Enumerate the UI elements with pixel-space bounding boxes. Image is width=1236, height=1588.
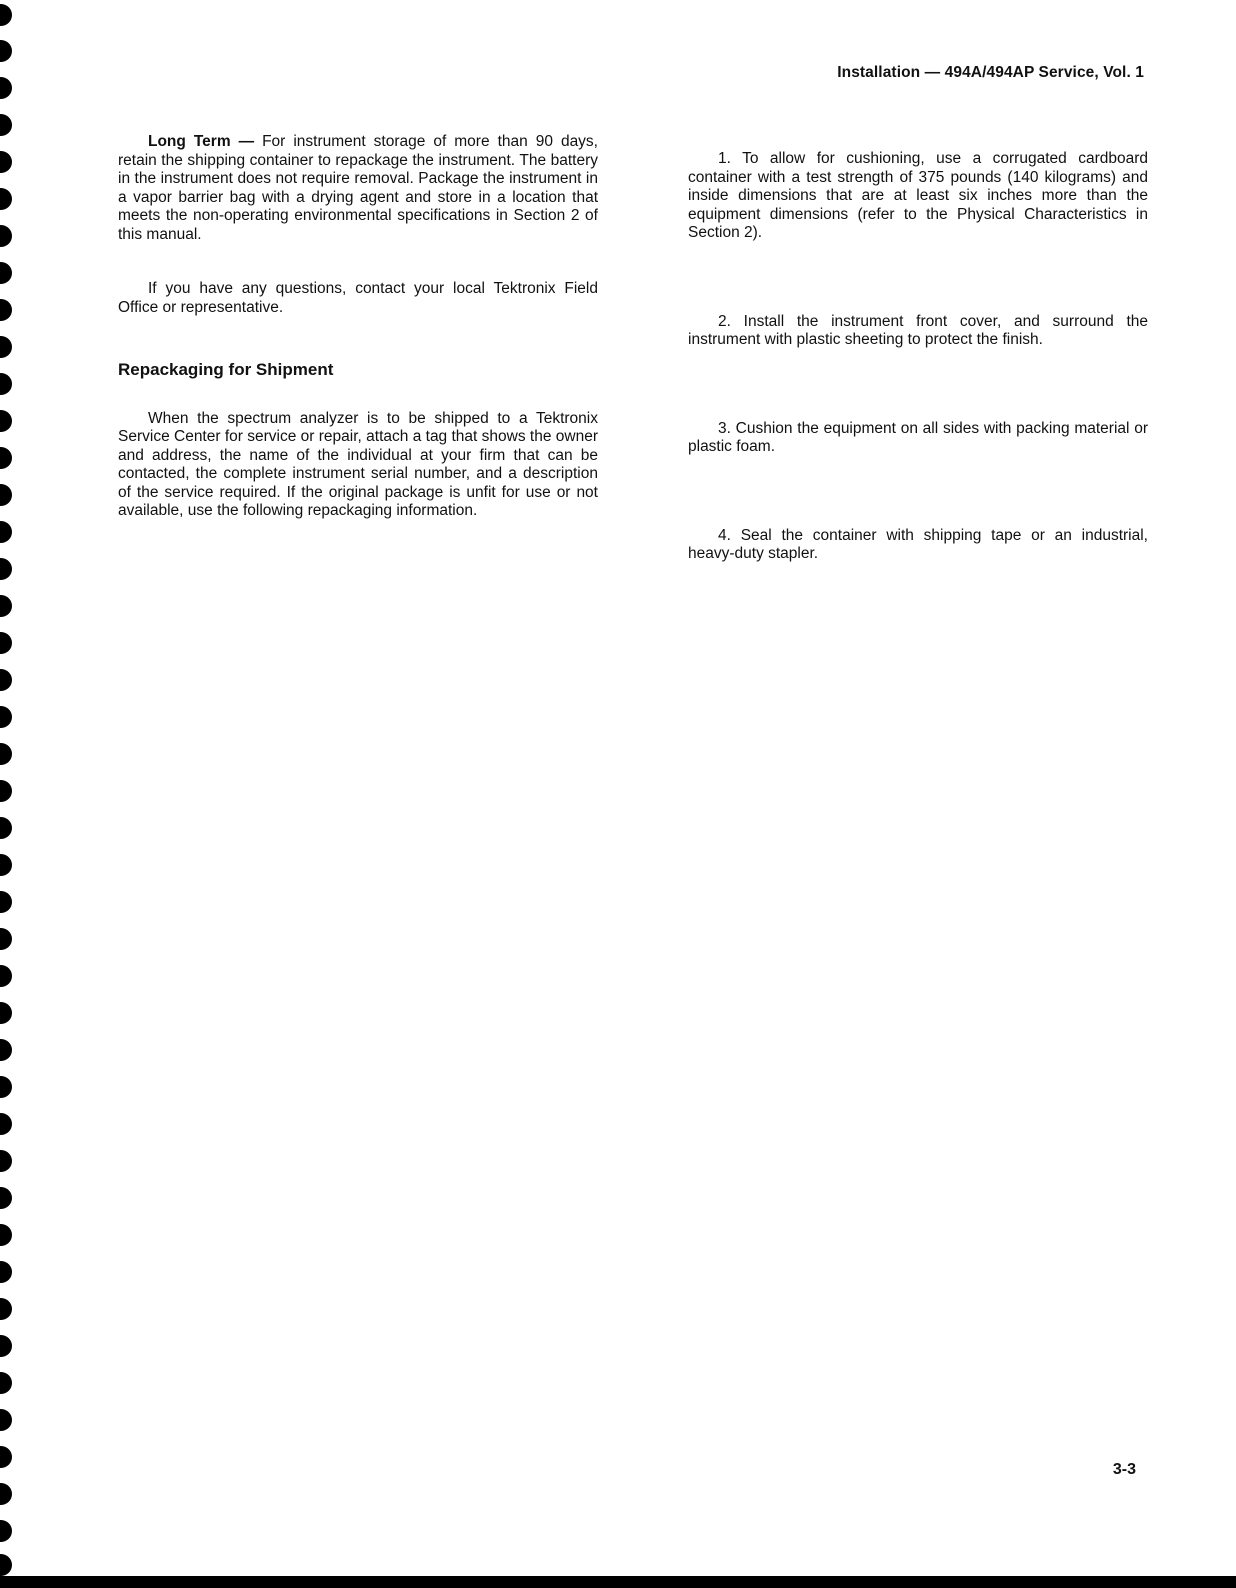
binder-hole-icon (0, 77, 12, 99)
repackaging-heading: Repackaging for Shipment (118, 360, 334, 379)
binder-hole-icon (0, 706, 12, 728)
left-column (118, 133, 598, 521)
binder-hole-icon (0, 1113, 12, 1135)
binder-holes (0, 0, 24, 1588)
binder-hole-icon (0, 854, 12, 876)
binder-hole-icon (0, 336, 12, 358)
binder-hole-icon (0, 410, 12, 432)
questions-paragraph: If you have any questions, contact your local Tektronix Field Office or representative. (118, 280, 598, 316)
binder-hole-icon (0, 521, 12, 543)
binder-hole-icon (0, 669, 12, 691)
binder-hole-icon (0, 928, 12, 950)
step-1: 1. To allow for cushioning, use a corrugated cardboard container with a test strength of 375 pounds (140 kilograms) and inside dimensions that are at least six inches more than the equipment dimensions (refer to the Physical Characteristics in Section 2). (688, 150, 1148, 241)
binder-hole-icon (0, 1039, 12, 1061)
binder-hole-icon (0, 1076, 12, 1098)
long-term-lead: Long Term — (148, 133, 255, 150)
binder-hole-icon (0, 1187, 12, 1209)
page-number: 3-3 (1112, 1461, 1136, 1478)
binder-hole-icon (0, 1520, 12, 1542)
binder-hole-icon (0, 1298, 12, 1320)
binder-hole-icon (0, 373, 12, 395)
binder-hole-icon (0, 780, 12, 802)
binder-hole-icon (0, 743, 12, 765)
binder-hole-icon (0, 1002, 12, 1024)
repackaging-paragraph: When the spectrum analyzer is to be shipped to a Tektronix Service Center for service or repair, attach a tag that shows the owner and address, the name of the individual at your firm that can be contacted, the complete instrument serial number, and a description of the service required. If the original package is unfit for use or not available, use the following repackaging information. (118, 409, 598, 519)
step-3: 3. Cushion the equipment on all sides with packing material or plastic foam. (688, 419, 1148, 455)
binder-hole-icon (0, 558, 12, 580)
binder-hole-icon (0, 1261, 12, 1283)
binder-hole-icon (0, 188, 12, 210)
binder-hole-icon (0, 299, 12, 321)
binder-hole-icon (0, 114, 12, 136)
binder-hole-icon (0, 632, 12, 654)
step-4: 4. Seal the container with shipping tape or an industrial, heavy-duty stapler. (688, 526, 1148, 562)
binder-hole-icon (0, 262, 12, 284)
binder-hole-icon (0, 1409, 12, 1431)
step-2: 2. Install the instrument front cover, and surround the instrument with plastic sheeting to protect the finish. (688, 312, 1148, 348)
long-term-text: For instrument storage of more than 90 days, retain the shipping container to repackage the instrument. The battery in the instrument does not require removal. Package the instrument in a vapor barrier bag with a drying agent and store in a location that meets the non-operating environmental specifications in Section 2 of this manual. (118, 133, 598, 243)
binder-hole-icon (0, 1335, 12, 1357)
binder-hole-icon (0, 4, 12, 26)
binder-hole-icon (0, 1554, 12, 1576)
binder-hole-icon (0, 1372, 12, 1394)
binder-hole-icon (0, 1150, 12, 1172)
running-header: Installation — 494A/494AP Service, Vol. 1 (837, 64, 1144, 81)
binder-hole-icon (0, 817, 12, 839)
long-term-paragraph (118, 133, 598, 244)
binder-hole-icon (0, 40, 12, 62)
binder-hole-icon (0, 484, 12, 506)
bottom-border (0, 1576, 1236, 1588)
binder-hole-icon (0, 447, 12, 469)
binder-hole-icon (0, 1483, 12, 1505)
binder-hole-icon (0, 1224, 12, 1246)
right-column (688, 150, 1148, 564)
binder-hole-icon (0, 225, 12, 247)
binder-hole-icon (0, 151, 12, 173)
binder-hole-icon (0, 1446, 12, 1468)
binder-hole-icon (0, 891, 12, 913)
binder-hole-icon (0, 965, 12, 987)
binder-hole-icon (0, 595, 12, 617)
